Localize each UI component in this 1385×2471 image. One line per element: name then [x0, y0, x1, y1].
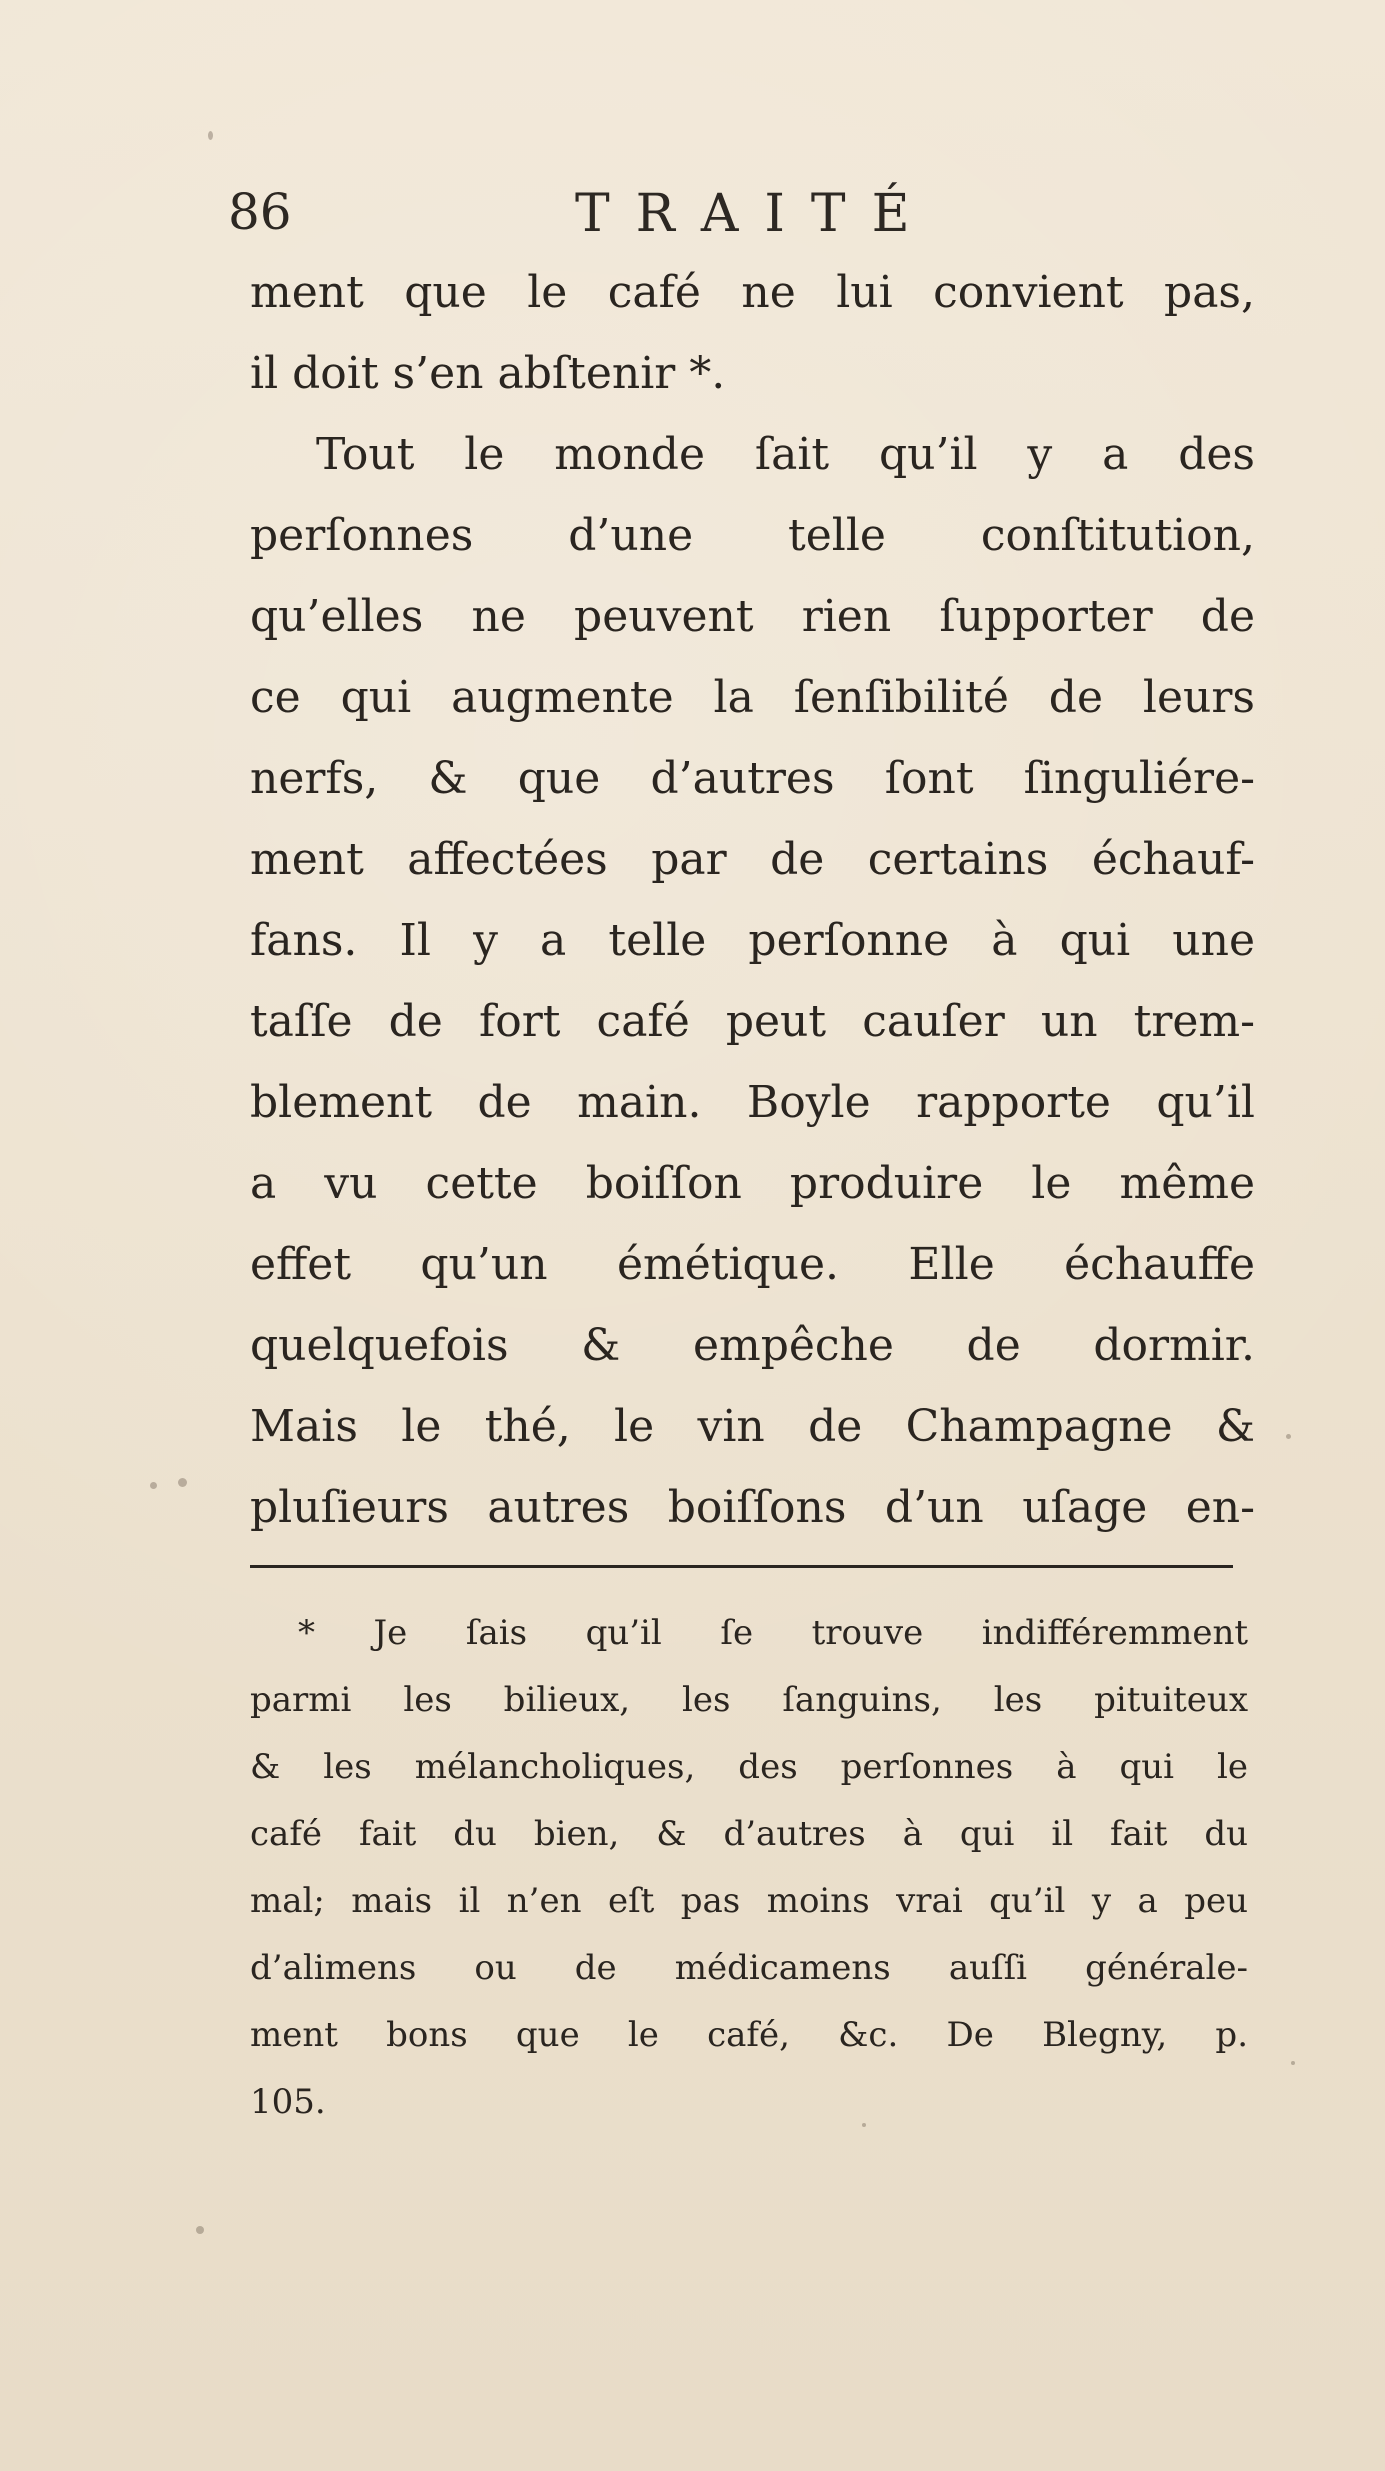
footnote-line: d’alimens ou de médicamens auſſi générale- — [250, 1948, 1248, 1988]
page-number: 86 — [228, 183, 292, 241]
paper-speck — [208, 131, 213, 140]
footnote-line: * Je ſais qu’il ſe trouve indifféremment — [298, 1613, 1248, 1653]
main-text — [250, 252, 1255, 1548]
text-line: ment affectées par de certains échauf- — [250, 834, 1255, 885]
text-line: Tout le monde ſait qu’il y a des — [316, 429, 1255, 480]
paper-speck — [1291, 2061, 1295, 2065]
footnote — [250, 1600, 1248, 2136]
footnote-rule — [250, 1565, 1233, 1568]
text-line: Mais le thé, le vin de Champagne & — [250, 1401, 1255, 1452]
text-line: a vu cette boiſſon produire le même — [250, 1158, 1255, 1209]
paper-speck — [1286, 1434, 1291, 1439]
footnote-line: parmi les bilieux, les ſanguins, les pituiteux — [250, 1680, 1248, 1720]
footnote-line: café fait du bien, & d’autres à qui il fait du — [250, 1814, 1248, 1854]
footnote-line: ment bons que le café, &c. De Blegny, p. — [250, 2015, 1248, 2055]
text-line: blement de main. Boyle rapporte qu’il — [250, 1077, 1255, 1128]
text-line: quelquefois & empêche de dormir. — [250, 1320, 1255, 1371]
text-line: effet qu’un émétique. Elle échauffe — [250, 1239, 1255, 1290]
text-line: ce qui augmente la ſenſibilité de leurs — [250, 672, 1255, 723]
footnote-line: 105. — [250, 2082, 326, 2122]
text-line: pluſieurs autres boiſſons d’un uſage en- — [250, 1482, 1255, 1533]
footnote-line: mal; mais il n’en eſt pas moins vrai qu’il y a peu — [250, 1881, 1248, 1921]
text-line: il doit s’en abſtenir *. — [250, 348, 726, 399]
footnote-line: & les mélancholiques, des perſonnes à qui le — [250, 1747, 1248, 1787]
running-head — [0, 168, 1385, 248]
text-line: fans. Il y a telle perſonne à qui une — [250, 915, 1255, 966]
paper-speck — [178, 1478, 187, 1487]
paper-speck — [150, 1482, 157, 1489]
text-line: qu’elles ne peuvent rien ſupporter de — [250, 591, 1255, 642]
text-line: perſonnes d’une telle conſtitution, — [250, 510, 1255, 561]
running-title: TRAITÉ — [575, 184, 936, 244]
text-line: taſſe de fort café peut cauſer un trem- — [250, 996, 1255, 1047]
text-line: ment que le café ne lui convient pas, — [250, 267, 1255, 318]
text-line: nerfs, & que d’autres ſont ſinguliére- — [250, 753, 1255, 804]
paper-speck — [196, 2226, 204, 2234]
